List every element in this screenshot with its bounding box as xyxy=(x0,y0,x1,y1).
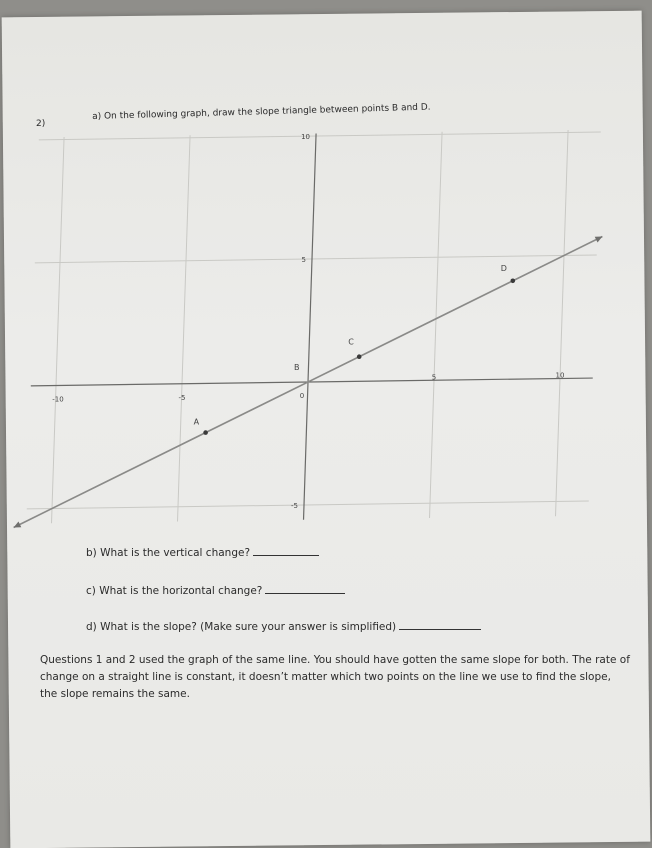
x-tick-label: 10 xyxy=(555,371,565,380)
grid-line-x xyxy=(556,130,569,516)
part-d-text: d) What is the slope? (Make sure your answer is simplified) xyxy=(86,621,397,633)
point-label-d: D xyxy=(500,263,507,273)
grid-line-x xyxy=(430,132,443,518)
y-axis xyxy=(301,134,317,520)
part-a-instruction: a) On the following graph, draw the slope triangle between points B and D. xyxy=(92,102,431,122)
grid-line-x xyxy=(178,135,191,521)
part-d-question xyxy=(86,621,481,633)
x-axis xyxy=(31,378,593,386)
axes xyxy=(31,134,593,520)
explanation-note: Questions 1 and 2 used the graph of the same line. You should have gotten the same slope for both. The rate of change on a straight line is constant, it doesn’t matter which two points on the line we use to find the slope, the slope remains the same. xyxy=(40,654,630,700)
x-tick-label: -10 xyxy=(52,395,64,404)
x-tick-label: -5 xyxy=(178,393,186,402)
part-c-text: c) What is the horizontal change? xyxy=(86,585,263,597)
x-tick-label: 0 xyxy=(299,392,305,400)
part-c-question xyxy=(86,585,345,597)
grid-line-y xyxy=(35,255,597,263)
part-b-question xyxy=(86,547,319,559)
x-tick-label: 5 xyxy=(431,373,437,382)
part-b-text: b) What is the vertical change? xyxy=(86,547,251,559)
part-d-answer-blank[interactable] xyxy=(399,629,481,630)
y-tick-label: 10 xyxy=(301,133,310,141)
question-number: 2) xyxy=(36,119,46,129)
point-label-c: C xyxy=(348,337,354,347)
grid-line-y xyxy=(39,132,601,140)
grid-line-y xyxy=(27,501,589,509)
y-tick-label: 5 xyxy=(301,256,306,264)
point-c xyxy=(357,354,362,359)
point-a xyxy=(203,430,208,435)
tick-labels xyxy=(52,133,564,510)
grid-line-x xyxy=(52,137,65,523)
y-tick-label: -5 xyxy=(291,502,298,510)
point-label-b: B xyxy=(294,363,300,372)
part-b-answer-blank[interactable] xyxy=(253,555,319,556)
plotted-points xyxy=(194,264,515,435)
part-c-answer-blank[interactable] xyxy=(265,593,345,594)
point-d xyxy=(511,279,516,284)
point-label-a: A xyxy=(193,417,200,427)
